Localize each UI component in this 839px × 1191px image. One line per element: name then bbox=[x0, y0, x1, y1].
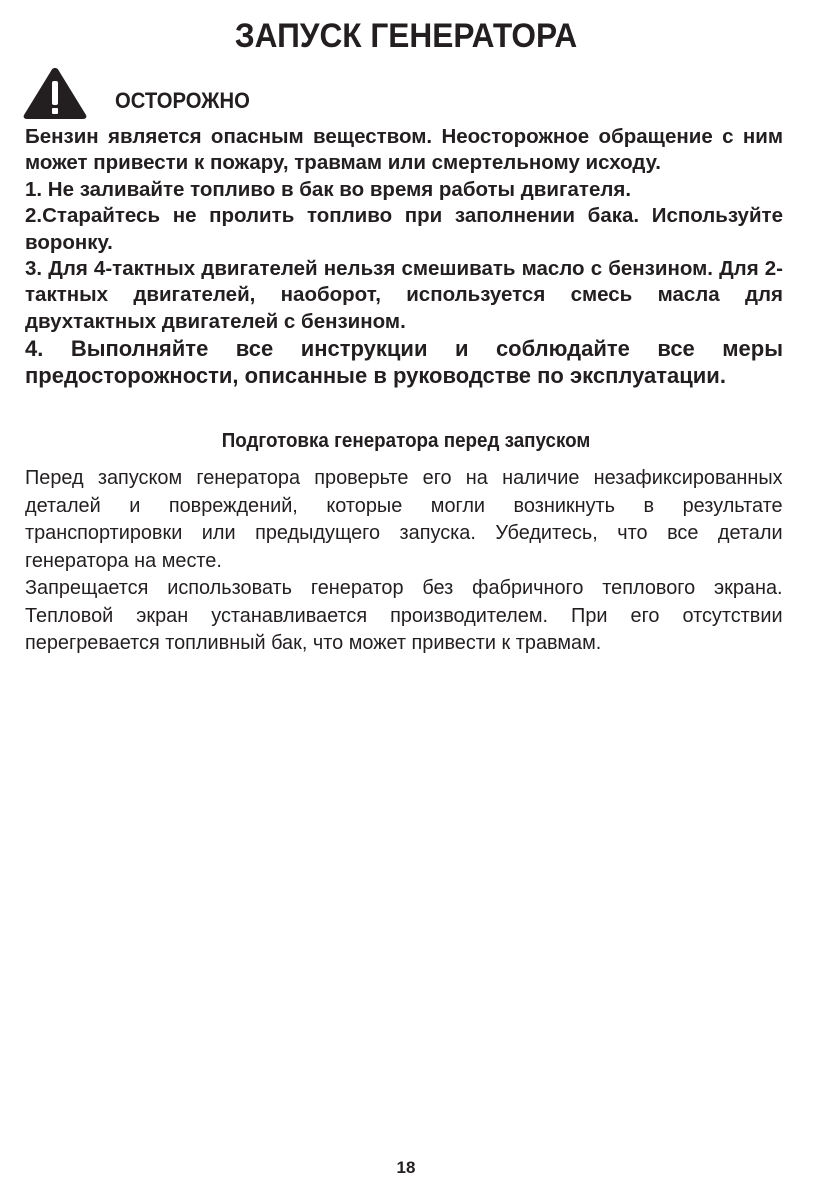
preparation-paragraph-1: Перед запуском генератора проверьте его на наличие незафиксированных деталей и повреждений, которые могли возникнуть в результате транспортировки или предыдущего запуска. Убедитесь, что все детали генератора на месте. bbox=[25, 466, 783, 572]
page-number: 18 bbox=[396, 1158, 416, 1177]
warning-item-1: 1. Не заливайте топливо в бак во время работы двигателя. bbox=[25, 177, 632, 201]
page-title: ЗАПУСК ГЕНЕРАТОРА bbox=[234, 17, 578, 55]
warning-item-3: 3. Для 4-тактных двигателей нельзя смешивать масло с бензином. Для 2-тактных двигателей, наоборот, используется смесь масла для двухтактных двигателей с бензином. bbox=[25, 257, 783, 333]
warning-label: ОСТОРОЖНО bbox=[115, 88, 250, 113]
preparation-paragraph-2: Запрещается использовать генератор без фабричного теплового экрана. Тепловой экран устанавливается производителем. При его отсутствии перегревается топливный бак, что может привести к травмам. bbox=[25, 576, 783, 654]
warning-item-4: 4. Выполняйте все инструкции и соблюдайте все меры предосторожности, описанные в руководстве по эксплуатации. bbox=[25, 336, 783, 389]
warning-item-2: 2.Старайтесь не пролить топливо при заполнении бака. Используйте воронку. bbox=[25, 204, 783, 254]
warning-header bbox=[22, 66, 262, 120]
warning-triangle-icon bbox=[22, 67, 88, 120]
warning-intro: Бензин является опасным веществом. Неосторожное обращение с ним может привести к пожару, травмам или смертельному исходу. bbox=[25, 125, 783, 175]
warning-text-block bbox=[25, 124, 783, 389]
preparation-text-block bbox=[25, 464, 783, 657]
section-title: Подготовка генератора перед запуском bbox=[221, 430, 591, 452]
